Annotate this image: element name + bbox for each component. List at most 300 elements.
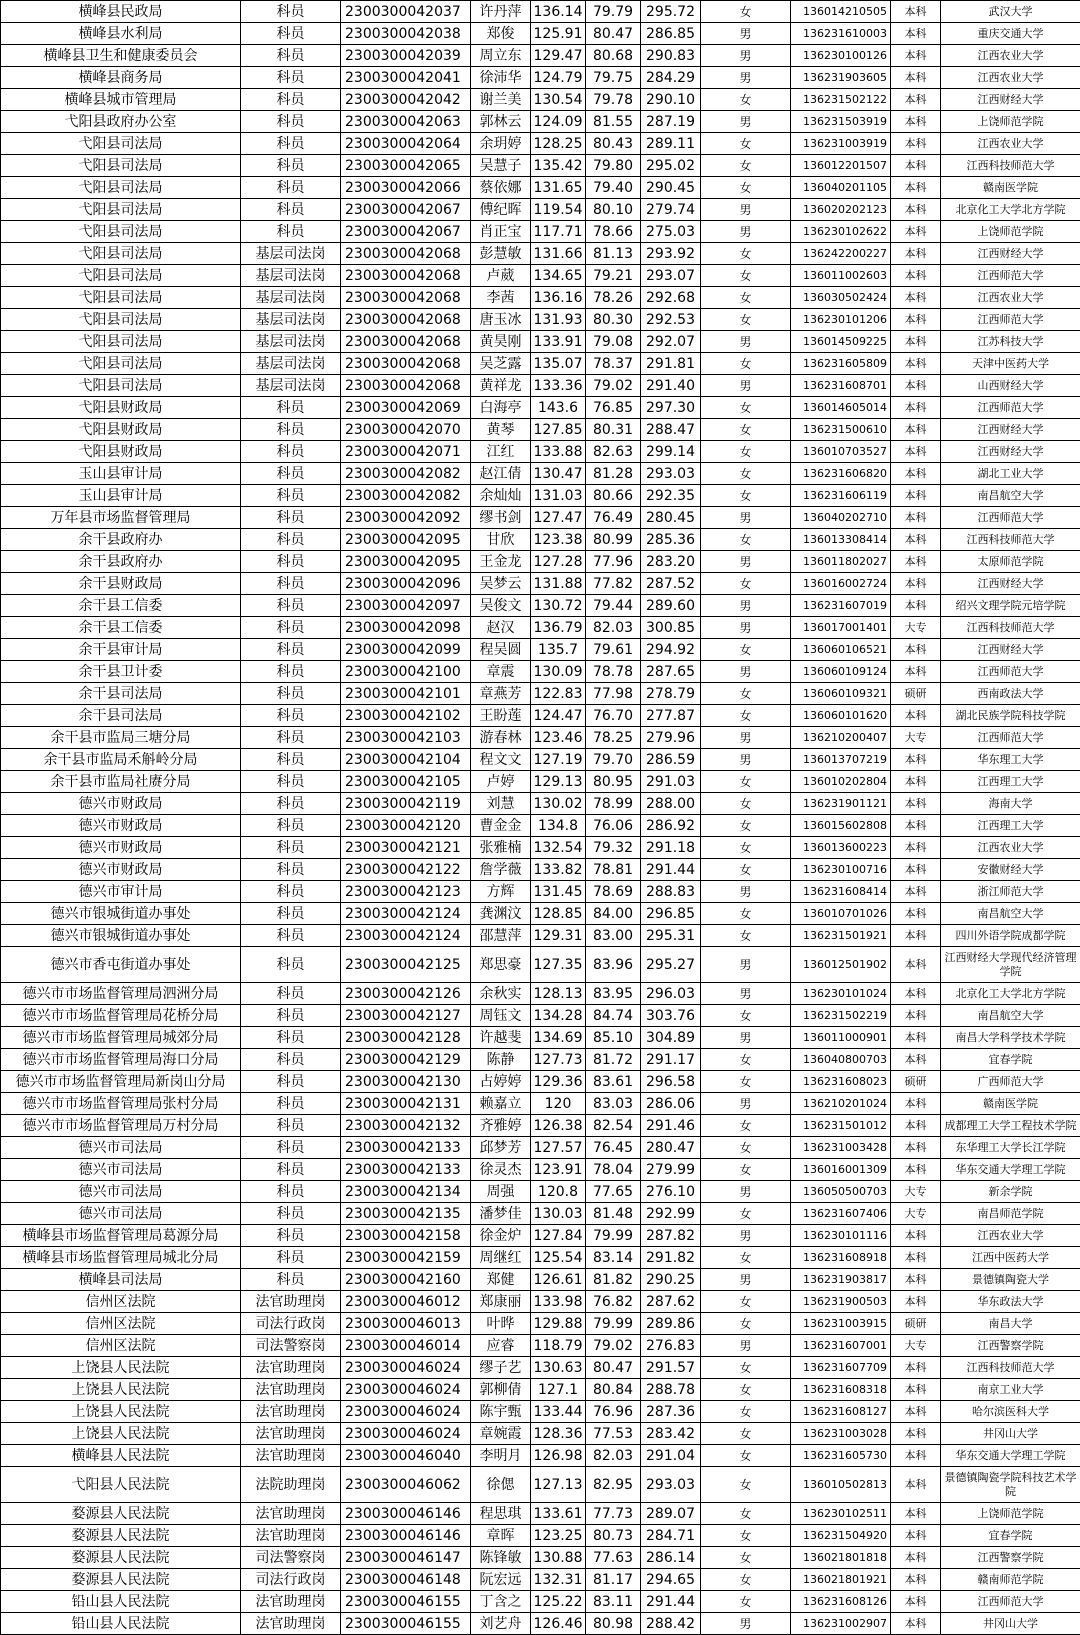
name-cell: 龚渊汶 [471, 903, 531, 925]
total-score-cell: 290.25 [641, 1269, 701, 1291]
total-score-cell: 304.89 [641, 1027, 701, 1049]
gender-cell: 女 [701, 1071, 791, 1093]
exam-id-cell: 136015602808 [791, 815, 891, 837]
gender-cell: 女 [701, 1159, 791, 1181]
exam-id-cell: 136012501902 [791, 947, 891, 983]
position-cell: 基层司法岗 [241, 331, 341, 353]
interview-score-cell: 80.47 [586, 1357, 641, 1379]
written-score-cell: 127.19 [531, 749, 586, 771]
gender-cell: 女 [701, 485, 791, 507]
exam-id-cell: 136231608023 [791, 1071, 891, 1093]
education-cell: 本科 [891, 903, 941, 925]
position-code-cell: 2300300042095 [341, 551, 471, 573]
written-score-cell: 124.79 [531, 67, 586, 89]
position-cell: 科员 [241, 1093, 341, 1115]
position-code-cell: 2300300042134 [341, 1181, 471, 1203]
interview-score-cell: 78.99 [586, 793, 641, 815]
table-row [1, 441, 1080, 463]
exam-id-cell: 136230100126 [791, 45, 891, 67]
position-code-cell: 2300300042063 [341, 111, 471, 133]
unit-cell: 余干县市监局禾斛岭分局 [1, 749, 241, 771]
written-score-cell: 122.83 [531, 683, 586, 705]
name-cell: 曹金金 [471, 815, 531, 837]
name-cell: 丁含之 [471, 1591, 531, 1613]
gender-cell: 男 [701, 23, 791, 45]
gender-cell: 女 [701, 573, 791, 595]
written-score-cell: 133.36 [531, 375, 586, 397]
unit-cell: 德兴市市场监督管理局万村分局 [1, 1115, 241, 1137]
gender-cell: 男 [701, 1027, 791, 1049]
unit-cell: 婺源县人民法院 [1, 1569, 241, 1591]
position-code-cell: 2300300046014 [341, 1335, 471, 1357]
written-score-cell: 130.54 [531, 89, 586, 111]
education-cell: 本科 [891, 983, 941, 1005]
position-cell: 科员 [241, 815, 341, 837]
gender-cell: 女 [701, 925, 791, 947]
position-cell: 科员 [241, 67, 341, 89]
total-score-cell: 279.99 [641, 1159, 701, 1181]
school-cell: 江西理工大学 [941, 815, 1080, 837]
written-score-cell: 118.79 [531, 1335, 586, 1357]
total-score-cell: 291.18 [641, 837, 701, 859]
written-score-cell: 133.61 [531, 1503, 586, 1525]
table-row [1, 595, 1080, 617]
interview-score-cell: 80.95 [586, 771, 641, 793]
position-cell: 基层司法岗 [241, 309, 341, 331]
interview-score-cell: 83.95 [586, 983, 641, 1005]
table-row [1, 683, 1080, 705]
position-code-cell: 2300300046024 [341, 1357, 471, 1379]
written-score-cell: 130.63 [531, 1357, 586, 1379]
position-cell: 科员 [241, 1159, 341, 1181]
total-score-cell: 284.71 [641, 1525, 701, 1547]
unit-cell: 德兴市市场监督管理局城郊分局 [1, 1027, 241, 1049]
total-score-cell: 288.42 [641, 1613, 701, 1635]
name-cell: 郭柳倩 [471, 1379, 531, 1401]
gender-cell: 女 [701, 1247, 791, 1269]
total-score-cell: 289.11 [641, 133, 701, 155]
written-score-cell: 127.35 [531, 947, 586, 983]
position-cell: 科员 [241, 551, 341, 573]
position-code-cell: 2300300042124 [341, 925, 471, 947]
education-cell: 本科 [891, 1379, 941, 1401]
unit-cell: 德兴市市场监督管理局新岗山分局 [1, 1071, 241, 1093]
name-cell: 王金龙 [471, 551, 531, 573]
unit-cell: 弋阳县财政局 [1, 419, 241, 441]
interview-score-cell: 78.69 [586, 881, 641, 903]
interview-score-cell: 77.82 [586, 573, 641, 595]
education-cell: 本科 [891, 1291, 941, 1313]
exam-id-cell: 136231003915 [791, 1313, 891, 1335]
written-score-cell: 123.25 [531, 1525, 586, 1547]
school-cell: 哈尔滨医科大学 [941, 1401, 1080, 1423]
written-score-cell: 128.85 [531, 903, 586, 925]
position-code-cell: 2300300042041 [341, 67, 471, 89]
gender-cell: 女 [701, 133, 791, 155]
exam-id-cell: 136231607019 [791, 595, 891, 617]
gender-cell: 男 [701, 551, 791, 573]
gender-cell: 男 [701, 727, 791, 749]
position-cell: 科员 [241, 1137, 341, 1159]
position-cell: 科员 [241, 903, 341, 925]
table-row [1, 419, 1080, 441]
table-row [1, 221, 1080, 243]
unit-cell: 横峰县水利局 [1, 23, 241, 45]
position-code-cell: 2300300042099 [341, 639, 471, 661]
written-score-cell: 136.14 [531, 1, 586, 23]
exam-id-cell: 136210200407 [791, 727, 891, 749]
written-score-cell: 135.7 [531, 639, 586, 661]
school-cell: 南昌航空大学 [941, 903, 1080, 925]
unit-cell: 弋阳县司法局 [1, 309, 241, 331]
education-cell: 本科 [891, 309, 941, 331]
education-cell: 本科 [891, 661, 941, 683]
position-code-cell: 2300300046013 [341, 1313, 471, 1335]
position-cell: 法官助理岗 [241, 1423, 341, 1445]
interview-score-cell: 81.13 [586, 243, 641, 265]
gender-cell: 女 [701, 705, 791, 727]
exam-id-cell: 136231606820 [791, 463, 891, 485]
written-score-cell: 127.47 [531, 507, 586, 529]
education-cell: 本科 [891, 925, 941, 947]
table-row [1, 925, 1080, 947]
written-score-cell: 124.09 [531, 111, 586, 133]
education-cell: 本科 [891, 1115, 941, 1137]
position-code-cell: 2300300046024 [341, 1379, 471, 1401]
position-code-cell: 2300300042092 [341, 507, 471, 529]
name-cell: 余玥婷 [471, 133, 531, 155]
unit-cell: 弋阳县司法局 [1, 133, 241, 155]
interview-score-cell: 77.63 [586, 1547, 641, 1569]
exam-id-cell: 136011002603 [791, 265, 891, 287]
unit-cell: 横峰县城市管理局 [1, 89, 241, 111]
total-score-cell: 286.14 [641, 1547, 701, 1569]
education-cell: 本科 [891, 287, 941, 309]
table-row [1, 1093, 1080, 1115]
total-score-cell: 299.14 [641, 441, 701, 463]
name-cell: 谢兰美 [471, 89, 531, 111]
position-cell: 科员 [241, 1181, 341, 1203]
education-cell: 硕研 [891, 1071, 941, 1093]
school-cell: 南昌师范学院 [941, 1203, 1080, 1225]
written-score-cell: 131.45 [531, 881, 586, 903]
table-row [1, 243, 1080, 265]
interview-score-cell: 76.70 [586, 705, 641, 727]
position-code-cell: 2300300042128 [341, 1027, 471, 1049]
position-code-cell: 2300300046146 [341, 1503, 471, 1525]
unit-cell: 横峰县市场监督管理局葛源分局 [1, 1225, 241, 1247]
position-code-cell: 2300300042068 [341, 375, 471, 397]
interview-score-cell: 78.04 [586, 1159, 641, 1181]
name-cell: 章震 [471, 661, 531, 683]
total-score-cell: 294.92 [641, 639, 701, 661]
written-score-cell: 133.98 [531, 1291, 586, 1313]
exam-id-cell: 136231606119 [791, 485, 891, 507]
position-code-cell: 2300300042098 [341, 617, 471, 639]
name-cell: 郑俊 [471, 23, 531, 45]
table-row [1, 89, 1080, 111]
unit-cell: 德兴市银城街道办事处 [1, 925, 241, 947]
total-score-cell: 289.07 [641, 1503, 701, 1525]
written-score-cell: 128.36 [531, 1423, 586, 1445]
written-score-cell: 136.79 [531, 617, 586, 639]
education-cell: 本科 [891, 1401, 941, 1423]
school-cell: 江西农业大学 [941, 67, 1080, 89]
total-score-cell: 275.03 [641, 221, 701, 243]
position-code-cell: 2300300042123 [341, 881, 471, 903]
school-cell: 华东交通大学理工学院 [941, 1159, 1080, 1181]
education-cell: 本科 [891, 1269, 941, 1291]
name-cell: 徐偲 [471, 1467, 531, 1503]
position-cell: 科员 [241, 133, 341, 155]
education-cell: 本科 [891, 1467, 941, 1503]
name-cell: 许丹萍 [471, 1, 531, 23]
total-score-cell: 291.40 [641, 375, 701, 397]
exam-id-cell: 136060109124 [791, 661, 891, 683]
unit-cell: 弋阳县司法局 [1, 155, 241, 177]
position-cell: 法官助理岗 [241, 1357, 341, 1379]
name-cell: 游春林 [471, 727, 531, 749]
position-cell: 法官助理岗 [241, 1445, 341, 1467]
gender-cell: 男 [701, 1269, 791, 1291]
position-code-cell: 2300300042066 [341, 177, 471, 199]
name-cell: 王盼莲 [471, 705, 531, 727]
gender-cell: 女 [701, 397, 791, 419]
unit-cell: 余干县市监局三塘分局 [1, 727, 241, 749]
position-code-cell: 2300300042104 [341, 749, 471, 771]
total-score-cell: 294.65 [641, 1569, 701, 1591]
exam-id-cell: 136010502813 [791, 1467, 891, 1503]
school-cell: 江西农业大学 [941, 1225, 1080, 1247]
name-cell: 阮宏远 [471, 1569, 531, 1591]
written-score-cell: 129.36 [531, 1071, 586, 1093]
position-code-cell: 2300300042100 [341, 661, 471, 683]
gender-cell: 男 [701, 1335, 791, 1357]
name-cell: 缪书剑 [471, 507, 531, 529]
total-score-cell: 287.36 [641, 1401, 701, 1423]
school-cell: 江西财经大学 [941, 89, 1080, 111]
exam-id-cell: 136013600223 [791, 837, 891, 859]
unit-cell: 弋阳县财政局 [1, 441, 241, 463]
gender-cell: 女 [701, 903, 791, 925]
total-score-cell: 287.62 [641, 1291, 701, 1313]
name-cell: 章婉霞 [471, 1423, 531, 1445]
education-cell: 本科 [891, 89, 941, 111]
unit-cell: 横峰县司法局 [1, 1269, 241, 1291]
name-cell: 周立东 [471, 45, 531, 67]
name-cell: 郑思豪 [471, 947, 531, 983]
gender-cell: 男 [701, 375, 791, 397]
interview-score-cell: 79.32 [586, 837, 641, 859]
written-score-cell: 129.13 [531, 771, 586, 793]
education-cell: 本科 [891, 815, 941, 837]
table-row [1, 463, 1080, 485]
written-score-cell: 124.47 [531, 705, 586, 727]
table-row [1, 1, 1080, 23]
gender-cell: 男 [701, 1613, 791, 1635]
position-cell: 科员 [241, 1, 341, 23]
gender-cell: 女 [701, 1401, 791, 1423]
name-cell: 赵汉 [471, 617, 531, 639]
position-code-cell: 2300300042135 [341, 1203, 471, 1225]
position-cell: 科员 [241, 111, 341, 133]
total-score-cell: 291.46 [641, 1115, 701, 1137]
interview-score-cell: 80.84 [586, 1379, 641, 1401]
education-cell: 本科 [891, 1027, 941, 1049]
position-cell: 科员 [241, 1071, 341, 1093]
position-code-cell: 2300300046062 [341, 1467, 471, 1503]
position-code-cell: 2300300042042 [341, 89, 471, 111]
interview-score-cell: 81.55 [586, 111, 641, 133]
table-row [1, 1291, 1080, 1313]
education-cell: 本科 [891, 947, 941, 983]
education-cell: 本科 [891, 1569, 941, 1591]
written-score-cell: 127.73 [531, 1049, 586, 1071]
position-cell: 科员 [241, 859, 341, 881]
education-cell: 本科 [891, 1613, 941, 1635]
position-code-cell: 2300300042070 [341, 419, 471, 441]
total-score-cell: 293.03 [641, 463, 701, 485]
unit-cell: 横峰县民政局 [1, 1, 241, 23]
name-cell: 应睿 [471, 1335, 531, 1357]
position-cell: 科员 [241, 617, 341, 639]
interview-score-cell: 78.25 [586, 727, 641, 749]
exam-id-cell: 136231003428 [791, 1137, 891, 1159]
exam-id-cell: 136231607001 [791, 1335, 891, 1357]
total-score-cell: 291.04 [641, 1445, 701, 1467]
total-score-cell: 278.79 [641, 683, 701, 705]
table-row [1, 815, 1080, 837]
unit-cell: 弋阳县司法局 [1, 331, 241, 353]
interview-score-cell: 79.75 [586, 67, 641, 89]
exam-id-cell: 136231502122 [791, 89, 891, 111]
gender-cell: 男 [701, 617, 791, 639]
position-code-cell: 2300300042125 [341, 947, 471, 983]
name-cell: 李明月 [471, 1445, 531, 1467]
unit-cell: 德兴市市场监督管理局海口分局 [1, 1049, 241, 1071]
position-cell: 科员 [241, 419, 341, 441]
position-cell: 科员 [241, 1247, 341, 1269]
education-cell: 本科 [891, 639, 941, 661]
school-cell: 南昌航空大学 [941, 485, 1080, 507]
name-cell: 陈静 [471, 1049, 531, 1071]
education-cell: 本科 [891, 463, 941, 485]
gender-cell: 男 [701, 507, 791, 529]
exam-id-cell: 136231605809 [791, 353, 891, 375]
position-cell: 科员 [241, 177, 341, 199]
position-code-cell: 2300300046024 [341, 1423, 471, 1445]
written-score-cell: 134.28 [531, 1005, 586, 1027]
interview-score-cell: 84.74 [586, 1005, 641, 1027]
table-row [1, 265, 1080, 287]
table-row [1, 507, 1080, 529]
exam-id-cell: 136060109321 [791, 683, 891, 705]
total-score-cell: 289.60 [641, 595, 701, 617]
table-row [1, 111, 1080, 133]
exam-id-cell: 136231607406 [791, 1203, 891, 1225]
unit-cell: 弋阳县政府办公室 [1, 111, 241, 133]
written-score-cell: 120.8 [531, 1181, 586, 1203]
total-score-cell: 285.36 [641, 529, 701, 551]
exam-id-cell: 136014605014 [791, 397, 891, 419]
interview-score-cell: 79.02 [586, 375, 641, 397]
position-cell: 基层司法岗 [241, 243, 341, 265]
total-score-cell: 295.02 [641, 155, 701, 177]
exam-id-cell: 136040201105 [791, 177, 891, 199]
position-cell: 科员 [241, 23, 341, 45]
position-cell: 法官助理岗 [241, 1613, 341, 1635]
total-score-cell: 276.83 [641, 1335, 701, 1357]
position-code-cell: 2300300042071 [341, 441, 471, 463]
exam-id-cell: 136231503919 [791, 111, 891, 133]
total-score-cell: 291.03 [641, 771, 701, 793]
unit-cell: 余干县政府办 [1, 551, 241, 573]
unit-cell: 余干县司法局 [1, 705, 241, 727]
unit-cell: 横峰县市场监督管理局城北分局 [1, 1247, 241, 1269]
interview-score-cell: 79.02 [586, 1335, 641, 1357]
school-cell: 宜春学院 [941, 1525, 1080, 1547]
total-score-cell: 290.83 [641, 45, 701, 67]
exam-id-cell: 136230101206 [791, 309, 891, 331]
gender-cell: 女 [701, 1547, 791, 1569]
interview-score-cell: 77.53 [586, 1423, 641, 1445]
name-cell: 江红 [471, 441, 531, 463]
interview-score-cell: 80.10 [586, 199, 641, 221]
school-cell: 浙江师范大学 [941, 881, 1080, 903]
written-score-cell: 143.6 [531, 397, 586, 419]
written-score-cell: 133.82 [531, 859, 586, 881]
interview-score-cell: 80.99 [586, 529, 641, 551]
table-row [1, 1467, 1080, 1503]
school-cell: 南昌航空大学 [941, 1005, 1080, 1027]
interview-score-cell: 76.85 [586, 397, 641, 419]
table-row [1, 375, 1080, 397]
total-score-cell: 290.10 [641, 89, 701, 111]
school-cell: 景德镇陶瓷大学 [941, 1269, 1080, 1291]
total-score-cell: 288.83 [641, 881, 701, 903]
total-score-cell: 287.65 [641, 661, 701, 683]
position-cell: 科员 [241, 529, 341, 551]
gender-cell: 女 [701, 1049, 791, 1071]
gender-cell: 男 [701, 1093, 791, 1115]
name-cell: 唐玉冰 [471, 309, 531, 331]
exam-id-cell: 136013308414 [791, 529, 891, 551]
interview-score-cell: 78.81 [586, 859, 641, 881]
exam-id-cell: 136231900503 [791, 1291, 891, 1313]
exam-id-cell: 136021801818 [791, 1547, 891, 1569]
table-row [1, 1159, 1080, 1181]
written-score-cell: 126.61 [531, 1269, 586, 1291]
unit-cell: 婺源县人民法院 [1, 1503, 241, 1525]
exam-id-cell: 136231903817 [791, 1269, 891, 1291]
table-row [1, 859, 1080, 881]
gender-cell: 女 [701, 1569, 791, 1591]
position-code-cell: 2300300042096 [341, 573, 471, 595]
school-cell: 湖北民族学院科技学院 [941, 705, 1080, 727]
written-score-cell: 134.8 [531, 815, 586, 837]
gender-cell: 女 [701, 1379, 791, 1401]
position-code-cell: 2300300042126 [341, 983, 471, 1005]
table-row [1, 155, 1080, 177]
position-cell: 科员 [241, 199, 341, 221]
education-cell: 本科 [891, 749, 941, 771]
total-score-cell: 291.82 [641, 1247, 701, 1269]
name-cell: 吴梦云 [471, 573, 531, 595]
position-code-cell: 2300300042158 [341, 1225, 471, 1247]
table-row [1, 45, 1080, 67]
table-row [1, 793, 1080, 815]
school-cell: 宜春学院 [941, 1049, 1080, 1071]
